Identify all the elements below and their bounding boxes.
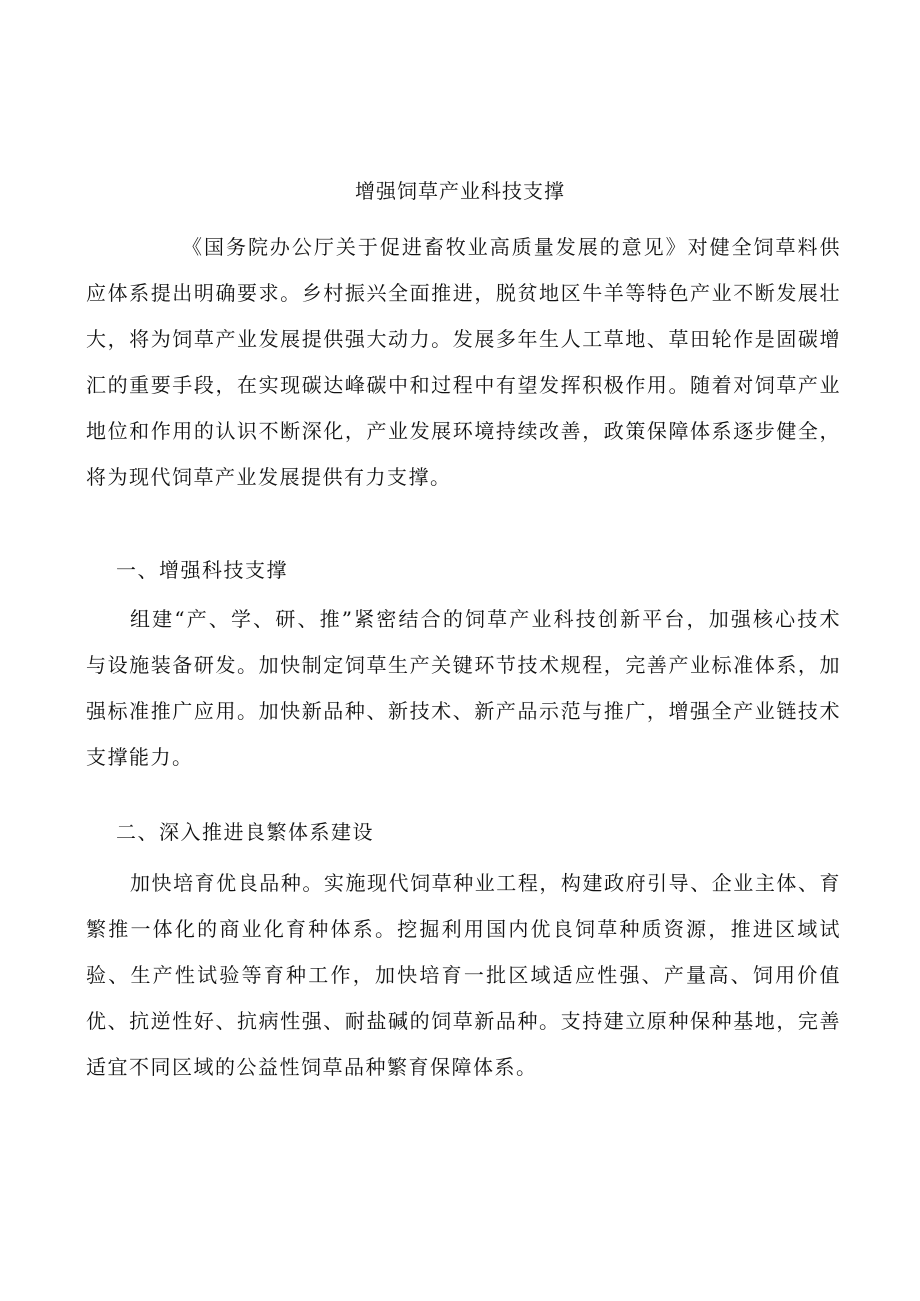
- section-body-2: 加快培育优良品种。实施现代饲草种业工程，构建政府引导、企业主体、育繁推一体化的商业化育种体系。挖掘利用国内优良饲草种质资源，推进区域试验、生产性试验等育种工作，加快培育一批区域适应性强、产量高、饲用价值优、抗逆性好、抗病性强、耐盐碱的饲草新品种。支持建立原种保种基地，完善适宜不同区域的公益性饲草品种繁育保障体系。: [86, 871, 841, 1079]
- document-title: 增强饲草产业科技支撑: [355, 179, 565, 203]
- intro-paragraph: 《国务院办公厅关于促进畜牧业高质量发展的意见》对健全饲草料供应体系提出明确要求。乡村振兴全面推进，脱贫地区牛羊等特色产业不断发展壮大，将为饲草产业发展提供强大动力。发展多年生人工草地、草田轮作是固碳增汇的重要手段，在实现碳达峰碳中和过程中有望发挥积极作用。随着对饲草产业地位和作用的认识不断深化，产业发展环境持续改善，政策保障体系逐步健全，将为现代饲草产业发展提供有力支撑。: [86, 235, 841, 489]
- section-heading-2: 二、深入推进良繁体系建设: [116, 820, 374, 844]
- section-body-1: 组建“产、学、研、推”紧密结合的饲草产业科技创新平台，加强核心技术与设施装备研发。加快制定饲草生产关键环节技术规程，完善产业标准体系，加强标准推广应用。加快新品种、新技术、新产品示范与推广，增强全产业链技术支撑能力。: [86, 607, 841, 769]
- section-heading-1: 一、增强科技支撑: [116, 558, 288, 582]
